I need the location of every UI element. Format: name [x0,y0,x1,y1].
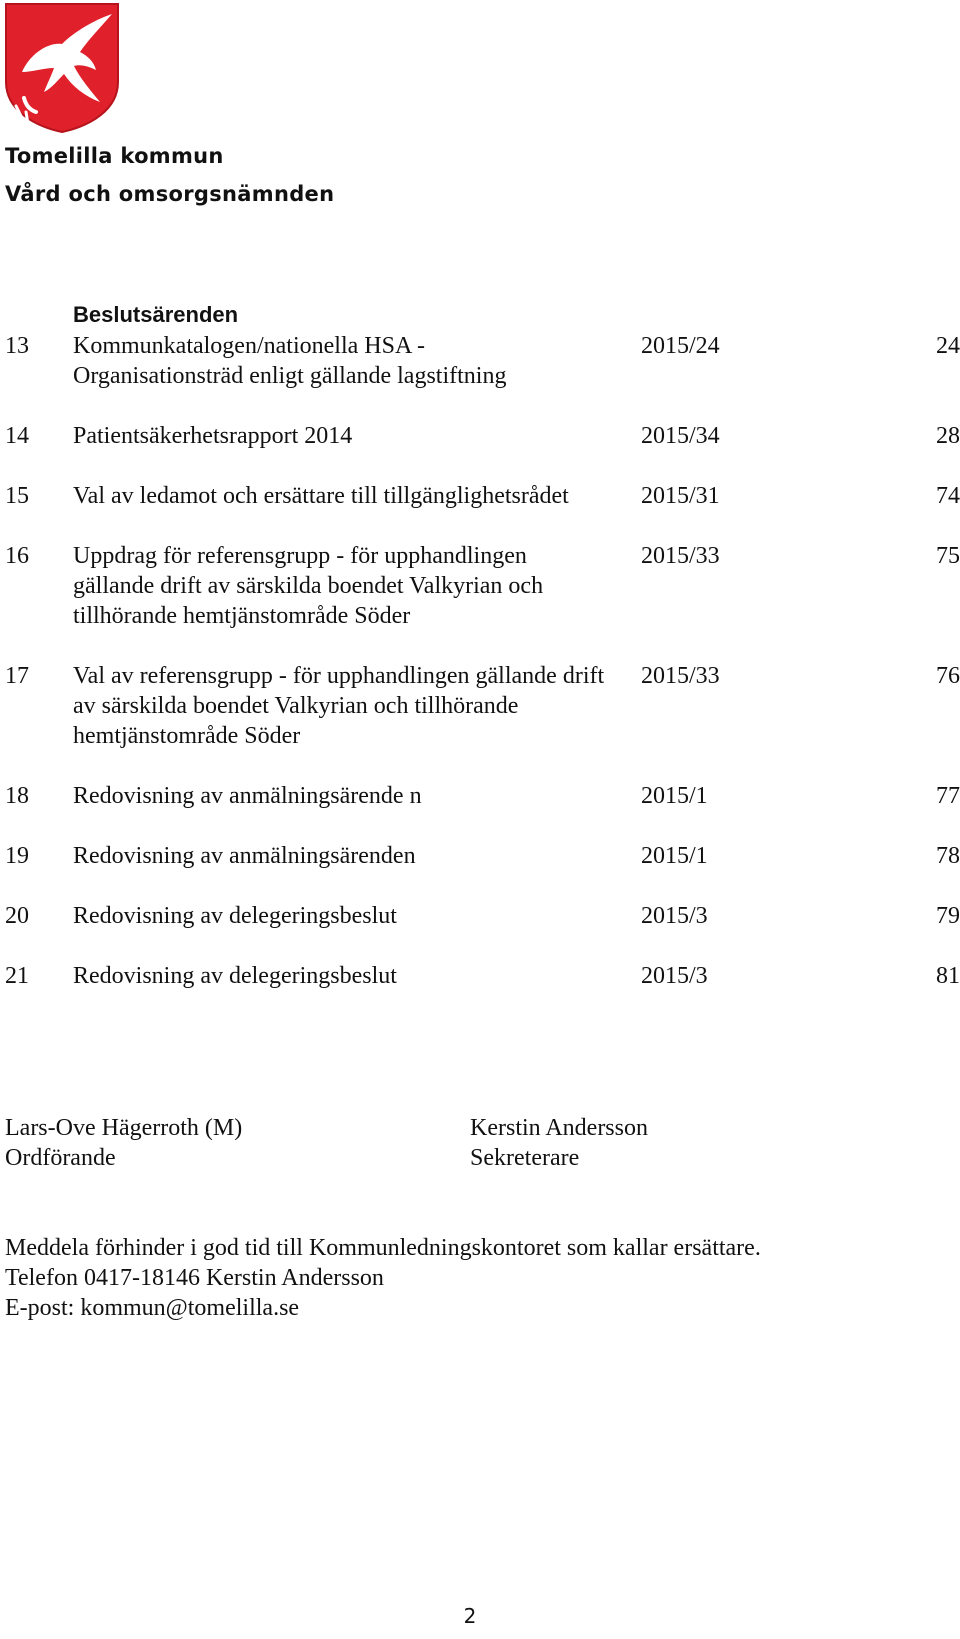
item-title: Uppdrag för referensgrupp - för upphandlingen gällande drift av särskilda boendet Valkyrian och tillhörande hemtjänstområde Söder [73,543,544,629]
page-number: 2 [463,1604,477,1628]
agenda-item [0,421,960,451]
item-title: Val av referensgrupp - för upphandlingen gällande drift av särskilda boendet Valkyrian och tillhörande hemtjänstområde Söder [73,663,605,749]
item-title: Kommunkatalogen/nationella HSA - Organisationsträd enligt gällande lagstiftning [73,333,507,389]
item-reference: 2015/34 [641,423,720,449]
item-reference: 2015/1 [641,843,708,869]
secretary-signature [470,1113,648,1173]
agenda-item [0,961,960,991]
notice-absence-text: Meddela förhinder i god tid till Kommunledningskontoret som kallar ersättare. [5,1235,761,1261]
contact-notice [5,1233,761,1323]
agenda-item [0,841,960,871]
chair-name: Lars-Ove Hägerroth (M) [5,1115,243,1141]
item-number: 16 [5,543,29,569]
item-page: 28 [936,423,960,449]
item-page: 74 [936,483,960,509]
item-title: Redovisning av anmälningsärende n [73,783,422,809]
notice-phone: Telefon 0417-18146 Kerstin Andersson [5,1265,384,1291]
item-number: 13 [5,333,29,359]
item-reference: 2015/33 [641,663,720,689]
item-number: 19 [5,843,29,869]
secretary-role: Sekreterare [470,1145,580,1171]
agenda-item [0,481,960,511]
item-number: 21 [5,963,29,989]
organization-name: Tomelilla kommun [5,144,224,168]
chair-signature [5,1113,242,1173]
section-title: Beslutsärenden [73,302,239,327]
item-page: 24 [936,333,960,359]
item-reference: 2015/24 [641,333,720,359]
item-page: 78 [936,843,960,869]
item-page: 76 [936,663,960,689]
item-number: 17 [5,663,29,689]
agenda-item [0,331,960,391]
item-title: Patientsäkerhetsrapport 2014 [73,423,353,449]
item-reference: 2015/1 [641,783,708,809]
item-number: 18 [5,783,29,809]
item-page: 79 [936,903,960,929]
chair-role: Ordförande [5,1145,116,1171]
secretary-name: Kerstin Andersson [470,1115,648,1141]
item-page: 75 [936,543,960,569]
item-reference: 2015/3 [641,963,708,989]
item-title: Redovisning av anmälningsärenden [73,843,416,869]
coat-of-arms-logo [4,2,120,134]
item-reference: 2015/33 [641,543,720,569]
item-title: Val av ledamot och ersättare till tillgänglighetsrådet [73,483,569,509]
item-number: 20 [5,903,29,929]
item-reference: 2015/31 [641,483,720,509]
item-number: 15 [5,483,29,509]
item-title: Redovisning av delegeringsbeslut [73,963,397,989]
item-title: Redovisning av delegeringsbeslut [73,903,397,929]
agenda-item [0,781,960,811]
item-reference: 2015/3 [641,903,708,929]
department-name: Vård och omsorgsnämnden [5,182,335,206]
agenda-list [0,331,960,1021]
item-page: 77 [936,783,960,809]
agenda-item [0,901,960,931]
notice-email: E-post: kommun@tomelilla.se [5,1295,300,1321]
agenda-item [0,541,960,631]
agenda-item [0,661,960,751]
item-page: 81 [936,963,960,989]
item-number: 14 [5,423,29,449]
